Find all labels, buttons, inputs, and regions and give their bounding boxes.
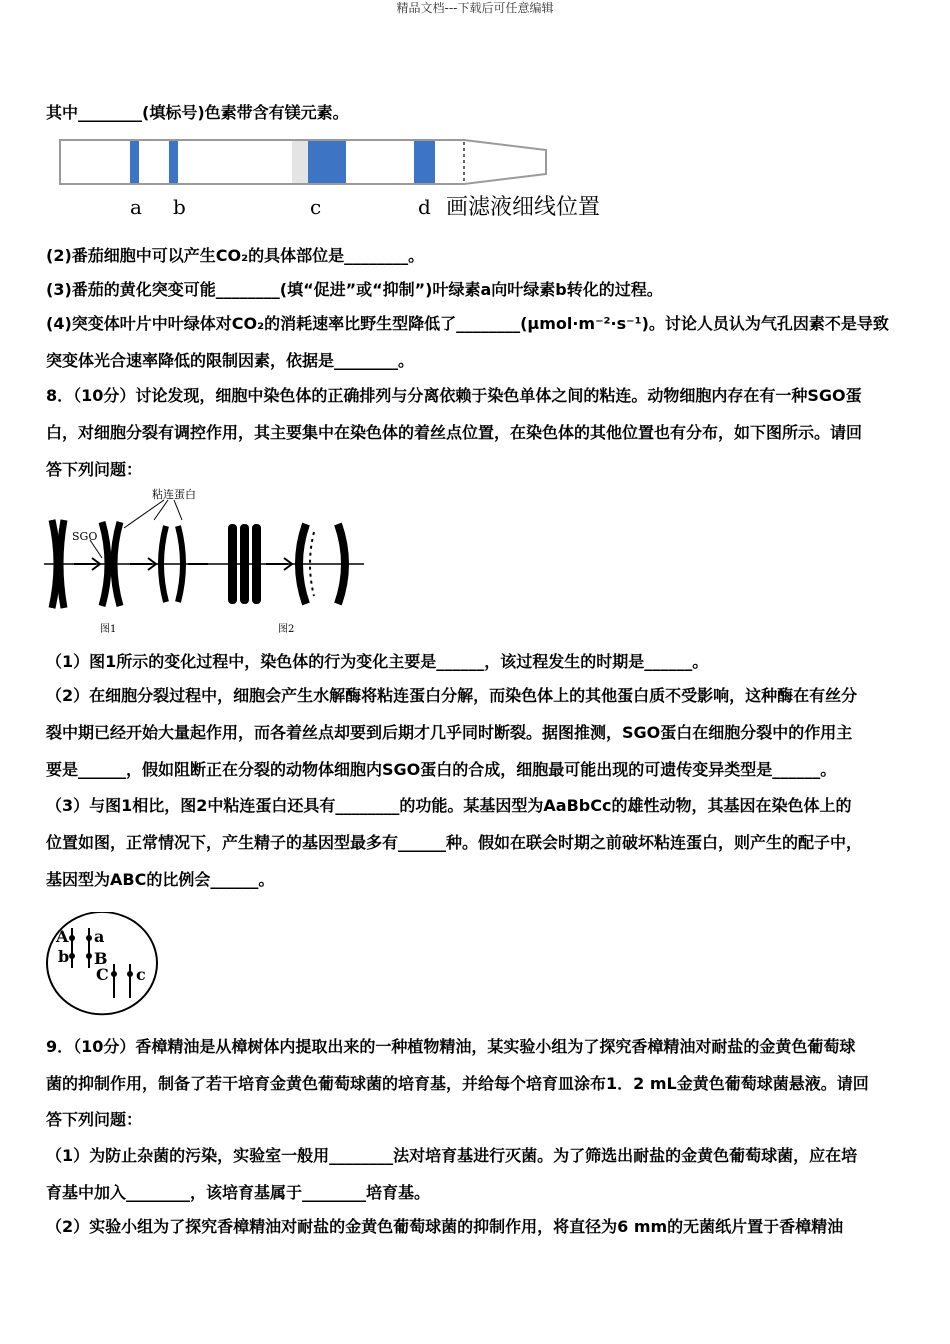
q9-stem-line1: 9．（10分）香樟精油是从樟树体内提取出来的一种植物精油，某实验小组为了探究香樟精油对耐盐的金黄色葡萄球 [46, 1037, 856, 1056]
q7-4-line1: (4)突变体叶片中叶绿体对CO₂的消耗速率比野生型降低了________(μmol·m⁻²·s⁻¹)。讨论人员认为气孔因素不是导致 [46, 314, 889, 333]
gene-B: B [94, 949, 108, 968]
q9-stem-line3: 答下列问题： [46, 1110, 143, 1129]
q8-3-line2: 位置如图，正常情况下，产生精子的基因型最多有______种。假如在联会时期之前破坏粘连蛋白，则产生的配子中， [46, 833, 863, 852]
sample-line-caption: 画滤液细线位置 [446, 195, 601, 220]
gene-c: c [136, 965, 146, 984]
q8-3-line1: （3）与图1相比，图2中粘连蛋白还具有________的功能。某基因型为AaBbCc的雄性动物，其基因在染色体上的 [46, 796, 852, 815]
pigment-band-c-shadow [292, 141, 308, 183]
q8-1: （1）图1所示的变化过程中，染色体的行为变化主要是______，该过程发生的时期是______。 [46, 652, 709, 671]
chromatography-strip-figure [46, 132, 646, 224]
q8-stem-line1: 8．（10分）讨论发现，细胞中染色体的正确排列与分离依赖于染色单体之间的粘连。动物细胞内存在有一种SGO蛋 [46, 386, 862, 405]
q8-2-line2: 裂中期已经开始大量起作用，而各着丝点却要到后期才几乎同时断裂。据图推测，SGO蛋白在细胞分裂中的作用主 [46, 723, 853, 742]
fig1-chromosome-1 [52, 520, 64, 608]
q9-stem-line2: 菌的抑制作用，制备了若干培育金黄色葡萄球菌的培育基，并给每个培育皿涂布1．2 mL金黄色葡萄球菌悬液。请回 [46, 1074, 869, 1093]
band-label-d: d [418, 195, 431, 219]
q9-1-line1: （1）为防止杂菌的污染，实验室一般用________法对培育基进行灭菌。为了筛选出耐盐的金黄色葡萄球菌，应在培 [46, 1146, 858, 1165]
question-7-line: 其中________(填标号)色素带含有镁元素。 [46, 103, 349, 122]
fig2-caption: 图2 [278, 624, 295, 635]
fig2-chromosome-1 [228, 524, 261, 604]
pigment-band-c [308, 141, 346, 183]
page-header: 精品文档---下载后可任意编辑 [396, 1, 554, 15]
fig1-caption: 图1 [100, 624, 117, 635]
band-label-c: c [310, 195, 322, 219]
gene-location-figure [44, 912, 162, 1016]
gene-b: b [58, 947, 70, 966]
pigment-band-d [414, 141, 435, 183]
q8-stem-line3: 答下列问题： [46, 460, 143, 479]
q8-stem-line2: 白，对细胞分裂有调控作用，其主要集中在染色体的着丝点位置，在染色体的其他位置也有分布，如下图所示。请回 [46, 423, 863, 442]
band-label-a: a [130, 195, 142, 219]
q9-1-line2: 育基中加入________，该培育基属于________培育基。 [46, 1183, 431, 1202]
pigment-band-b [169, 141, 178, 183]
q7-2: (2)番茄细胞中可以产生CO₂的具体部位是________。 [46, 246, 425, 265]
cohesin-label: 粘连蛋白 [152, 488, 196, 501]
fig1-chromosome-2 [102, 522, 120, 606]
q7-3: (3)番茄的黄化突变可能________(填“促进”或“抑制”)叶绿素a向叶绿素b转化的过程。 [46, 280, 663, 299]
pigment-band-a [130, 141, 139, 183]
q7-4-line2: 突变体光合速率降低的限制因素，依据是________。 [46, 351, 415, 370]
q8-2-line1: （2）在细胞分裂过程中，细胞会产生水解酶将粘连蛋白分解，而染色体上的其他蛋白质不受影响，这种酶在有丝分 [46, 686, 858, 705]
sgo-label: SGO [72, 530, 98, 543]
chromosome-figure [44, 484, 364, 638]
gene-C: C [96, 965, 109, 984]
band-label-b: b [173, 195, 186, 219]
q8-3-line3: 基因型为ABC的比例会______。 [46, 870, 275, 889]
gene-A: A [56, 927, 69, 946]
gene-a: a [94, 927, 105, 946]
q8-2-line3: 要是______，假如阻断正在分裂的动物体细胞内SGO蛋白的合成，细胞最可能出现的可遗传变异类型是______。 [46, 760, 837, 779]
q9-2-line1: （2）实验小组为了探究香樟精油对耐盐的金黄色葡萄球菌的抑制作用，将直径为6 mm的无菌纸片置于香樟精油 [46, 1217, 844, 1236]
